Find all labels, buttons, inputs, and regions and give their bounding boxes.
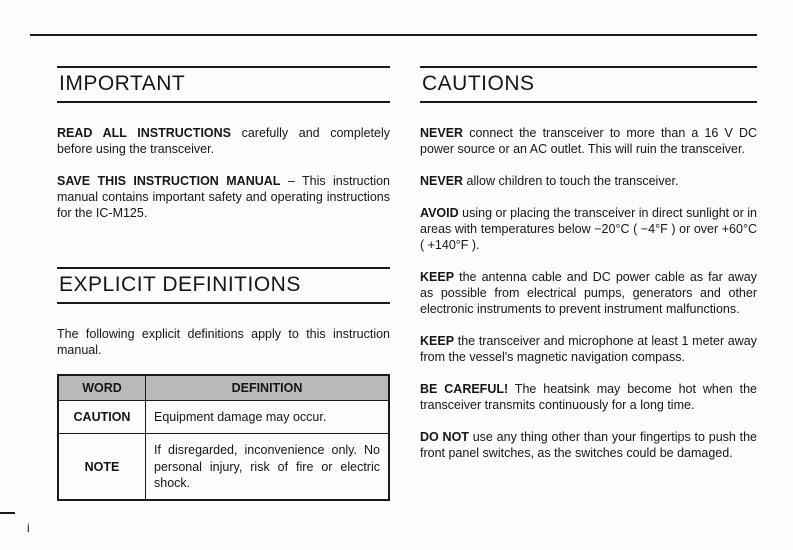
paragraph-text: The heatsink may become hot when the transceiver transmits continuously for a long time. (420, 382, 757, 412)
paragraph-lead: AVOID (420, 206, 459, 220)
paragraph-lead: KEEP (420, 270, 455, 284)
paragraph-text: the transceiver and microphone at least 1 meter away from the vessel's magnetic navigation compass. (420, 334, 757, 364)
section-heading-cautions: CAUTIONS (420, 66, 757, 103)
definitions-intro: The following explicit definitions apply to this instruction manual. (57, 327, 390, 357)
definition-cell: Equipment damage may occur. (146, 401, 390, 434)
paragraph-text: the antenna cable and DC power cable as far away as possible from electrical pumps, generators and other electronic instruments to prevent instrument malfunctions. (420, 270, 757, 316)
section-heading-important: IMPORTANT (57, 66, 390, 103)
paragraph-text: using or placing the transceiver in direct sunlight or in areas with temperatures below −20°C ( −4°F ) or over +60°C ( +140°F ). (420, 206, 757, 252)
paragraph-lead: NEVER (420, 174, 464, 188)
paragraph-text: carefully and completely before using the transceiver. (57, 126, 390, 156)
paragraph-text: connect the transceiver to more than a 16 V DC power source or an AC outlet. This will ruin the transceiver. (420, 126, 757, 156)
paragraph-lead: NEVER (420, 126, 464, 140)
paragraph-text: allow children to touch the transceiver. (463, 174, 679, 188)
paragraph-text: use any thing other than your fingertips to push the front panel switches, as the switches could be damaged. (420, 430, 758, 460)
paragraph-avoid-sunlight (420, 205, 757, 253)
table-header-row (58, 375, 389, 401)
paragraph-lead: DO NOT (420, 430, 469, 444)
table-row (58, 434, 389, 500)
paragraph-lead: SAVE THIS INSTRUCTION MANUAL (57, 174, 281, 188)
paragraph-lead: KEEP (420, 334, 455, 348)
paragraph-save-manual (57, 173, 390, 221)
left-column (57, 66, 390, 501)
right-column (420, 66, 757, 501)
paragraph-lead: BE CAREFUL! (420, 382, 509, 396)
column-header-word: WORD (58, 375, 146, 401)
paragraph-text: – This instruction manual contains important safety and operating instructions for the IC-M125. (57, 174, 390, 220)
paragraph-never-connect (420, 125, 757, 157)
column-header-definition: DEFINITION (146, 375, 390, 401)
top-rule (30, 34, 757, 36)
two-column-layout (57, 66, 757, 501)
footer-tick-mark (0, 512, 15, 514)
page-number: i (27, 521, 30, 535)
word-cell: NOTE (58, 434, 146, 500)
definitions-table (57, 374, 390, 501)
paragraph-keep-cables (420, 269, 757, 317)
word-cell: CAUTION (58, 401, 146, 434)
paragraph-never-children (420, 173, 757, 189)
paragraph-read-all-instructions (57, 125, 390, 157)
definition-cell: If disregarded, inconvenience only. No personal injury, risk of fire or electric shock. (146, 434, 390, 500)
table-row (58, 401, 389, 434)
paragraph-keep-compass (420, 333, 757, 365)
paragraph-lead: READ ALL INSTRUCTIONS (57, 126, 231, 140)
paragraph-do-not-fingertips (420, 429, 757, 461)
section-heading-explicit-definitions: EXPLICIT DEFINITIONS (57, 267, 390, 304)
paragraph-be-careful-heatsink (420, 381, 757, 413)
